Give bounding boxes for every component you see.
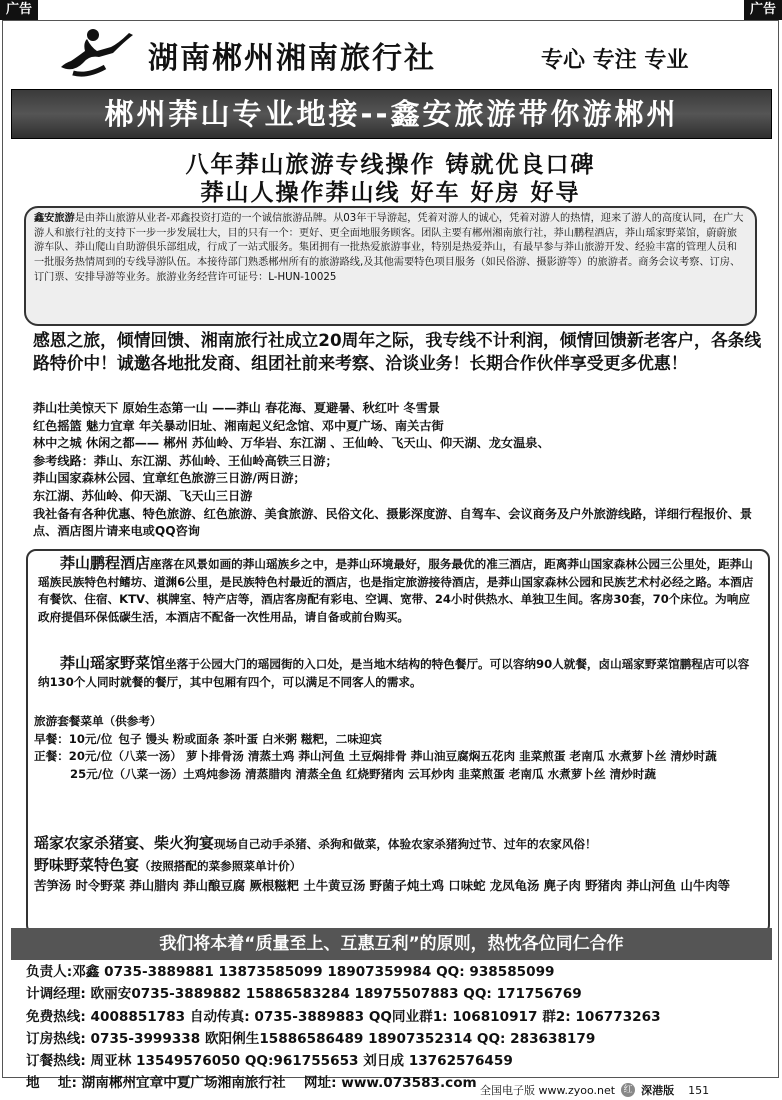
- route-line: 莽山国家森林公园、宜章红色旅游三日游/两日游；: [33, 471, 306, 486]
- brand-title: 湖南郴州湘南旅行社: [148, 41, 436, 76]
- contact-row: 免费热线: 4008851783 自动传真: 0735-3889883 QQ同业群1: 106810917 群2: 106773263: [26, 1008, 661, 1025]
- lunch-items: 萝卜排骨汤 清蒸土鸡 莽山河鱼 土豆焖排骨 莽山油豆腐焖五花肉 韭菜煎蛋 老南瓜 水煮萝卜丝 清炒时蔬: [185, 749, 717, 763]
- breakfast-items: 包子 馒头 粉或面条 茶叶蛋 白米粥 糍粑，二味迎宾: [118, 731, 382, 746]
- promo-text: 感恩之旅，倾情回馈、湘南旅行社成立20周年之际，我专线不计利润，倾情回馈新老客户，各条线路特价中！诚邀各地批发商、组团社前来考察、洽谈业务！长期合作伙伴享受更多优惠！: [33, 330, 762, 373]
- wild-name: 野味野菜特色宴: [34, 856, 140, 874]
- footer-edition: 深港版: [641, 1084, 675, 1097]
- lunch-label: 正餐：20元/位（八菜一汤）: [34, 749, 182, 763]
- route-line: 林中之城 休闲之都—— 郴州 苏仙岭、万华岩、东江湖 、王仙岭、飞天山、仰天湖、龙女温泉、: [33, 436, 550, 451]
- page-footer: [480, 1082, 709, 1098]
- intro-box: [24, 206, 757, 326]
- contact-row: 负责人:邓鑫 0735-3889881 13873585099 18907359984 QQ: 938585099: [26, 964, 555, 980]
- ad-label-left: 广告: [0, 0, 38, 20]
- routes-list: [33, 400, 768, 541]
- route-line: 参考线路：莽山、东江湖、苏仙岭、王仙岭高铁三日游；: [33, 453, 338, 468]
- contact-row: 订餐热线: 周亚林 13549576050 QQ:961755653 刘日成 13762576459: [26, 1053, 513, 1070]
- menu-section: [34, 713, 764, 783]
- wild-paragraph: [34, 857, 768, 896]
- menu-title: 旅游套餐菜单（供参考）: [34, 714, 162, 728]
- wild-dishes: 苦笋汤 时令野菜 莽山腊肉 莽山酿豆腐 厥根糍粑 土牛黄豆汤 野菌子炖土鸡 口味蛇 龙凤龟汤 麂子肉 野猪肉 莽山河鱼 山牛肉等: [34, 877, 731, 893]
- brand-slogan: 专心 专注 专业: [541, 48, 689, 73]
- dinner-items: 土鸡炖参汤 清蒸腊肉 清蒸全鱼 红烧野猪肉 云耳炒肉 韭菜煎蛋 老南瓜 水煮萝卜丝 清炒时蔬: [183, 766, 656, 781]
- tagline-1: 八年莽山旅游专线操作 铸就优良口碑: [185, 152, 596, 178]
- ad-label-right: 广告: [744, 0, 782, 20]
- tagline-2: 莽山人操作莽山线 好车 好房 好导: [200, 180, 581, 206]
- hotel-box: [26, 549, 770, 935]
- contact-row: 订房热线: 0735-3999338 欧阳俐生15886586489 18907352314 QQ: 283638179: [26, 1030, 596, 1047]
- dinner-label: 25元/位（八菜一汤）: [70, 766, 184, 781]
- route-line: 莽山壮美惊天下 原始生态第一山 ——莽山 春花海、夏避暑、秋红叶 冬雪景: [33, 401, 440, 415]
- feast-text: 现场自己动手杀猪、杀狗和做菜，体验农家杀猪狗过节、过年的农家风俗！: [214, 837, 597, 851]
- restaurant-paragraph: [38, 655, 760, 691]
- intro-text: 是由莽山旅游从业者-邓鑫投资打造的一个诚信旅游品牌。从03年干导游起，凭着对游人的诚心，凭着对游人的热情，迎来了游人的高度认同，在广大游人和旅行社的支持下一步一步发展壮大，目的只有一个：更好、更全面地服务顾客。团队主要有郴州湘南旅行社，莽山鹏程酒店，莽山瑶家野菜馆，蔚蔚旅游车队、莽山爬山自助游俱乐部组成，行成了一站式服务。集团拥有一批热爱旅游事业，特别是热爱莽山，有最早参与莽山旅游开发、经验丰富的管理人员和一批服务热情周到的专线导游队伍。本接待部门熟悉郴州所有的旅游路线,及其他需要特色项目服务（如民俗游、摄影游等）的旅游者。商务会议考察、订房、订门票、安排导游等业务。旅游业务经营许可证号：L-HUN-10025: [34, 213, 744, 283]
- contact-row: 地 址: 湖南郴州宜章中夏广场湘南旅行社 网址: www.073583.com: [26, 1075, 477, 1092]
- route-line: 红色摇篮 魅力宜章 年关暴动旧址、湘南起义纪念馆、邓中夏广场、南关古街: [33, 418, 444, 433]
- feast-name: 瑶家农家杀猪宴、柴火狗宴: [34, 834, 215, 852]
- restaurant-name: 莽山瑶家野菜馆: [60, 654, 166, 672]
- runner-logo-icon: [53, 27, 135, 79]
- hotel-text: 座落在风景如画的莽山瑶族乡之中，是莽山环境最好，服务最优的准三酒店，距离莽山国家森林公园三公里处，距莽山瑶族民族特色村鳍坊、道渊6公里，是民族特色村最近的酒店，也是指定旅游接待酒店，是莽山国家森林公园和民族艺术村必经之路。本酒店有餐饮、住宿、KTV、棋牌室、特产店等，酒店客房配有彩电、空调、宽带、24小时供热水、单独卫生间。客房30套，70个床位。为响应政府提倡环保低碳生活，本酒店不配备一次性用品，请自备或前台购买。: [38, 557, 754, 624]
- contact-list: [26, 961, 776, 1095]
- route-line: 我社备有各种优惠、特色旅游、红色旅游、美食旅游、民俗文化、摄影深度游、自驾车、会议商务及户外旅游线路，详细行程报价、景点、酒店图片请来电或QQ咨询: [33, 506, 753, 539]
- footer-site: 全国电子版 www.zyoo.net: [480, 1084, 616, 1097]
- feast-paragraph: [34, 835, 768, 854]
- route-line: 东江湖、苏仙岭、仰天湖、飞天山三日游: [33, 488, 253, 503]
- page-number: 151: [688, 1083, 710, 1097]
- contact-row: 计调经理: 欧丽安0735-3889882 15886583284 18975507883 QQ: 171756769: [26, 986, 582, 1003]
- hotel-name: 莽山鹏程酒店: [60, 554, 151, 572]
- edition-badge-icon: 红: [621, 1083, 635, 1097]
- hotel-paragraph: [38, 555, 760, 626]
- header: [3, 21, 778, 85]
- breakfast-label: 早餐：10元/位: [34, 731, 113, 746]
- restaurant-text: 坐落于公园大门的瑶园街的入口处，是当地木结构的特色餐厅。可以容纳90人就餐，卤山瑶家野菜馆鹏程店可以容纳130个人同时就餐的餐厅，其中包厢有四个，可以满足不同客人的需求。: [38, 657, 750, 689]
- contact-banner: 我们将本着“质量至上、互惠互利”的原则，热忱各位同仁合作: [11, 928, 772, 960]
- wild-note: （按照搭配的菜参照菜单计价）: [139, 859, 302, 873]
- main-banner: 郴州莽山专业地接--鑫安旅游带你游郴州: [11, 89, 772, 139]
- intro-lead: 鑫安旅游: [34, 213, 75, 224]
